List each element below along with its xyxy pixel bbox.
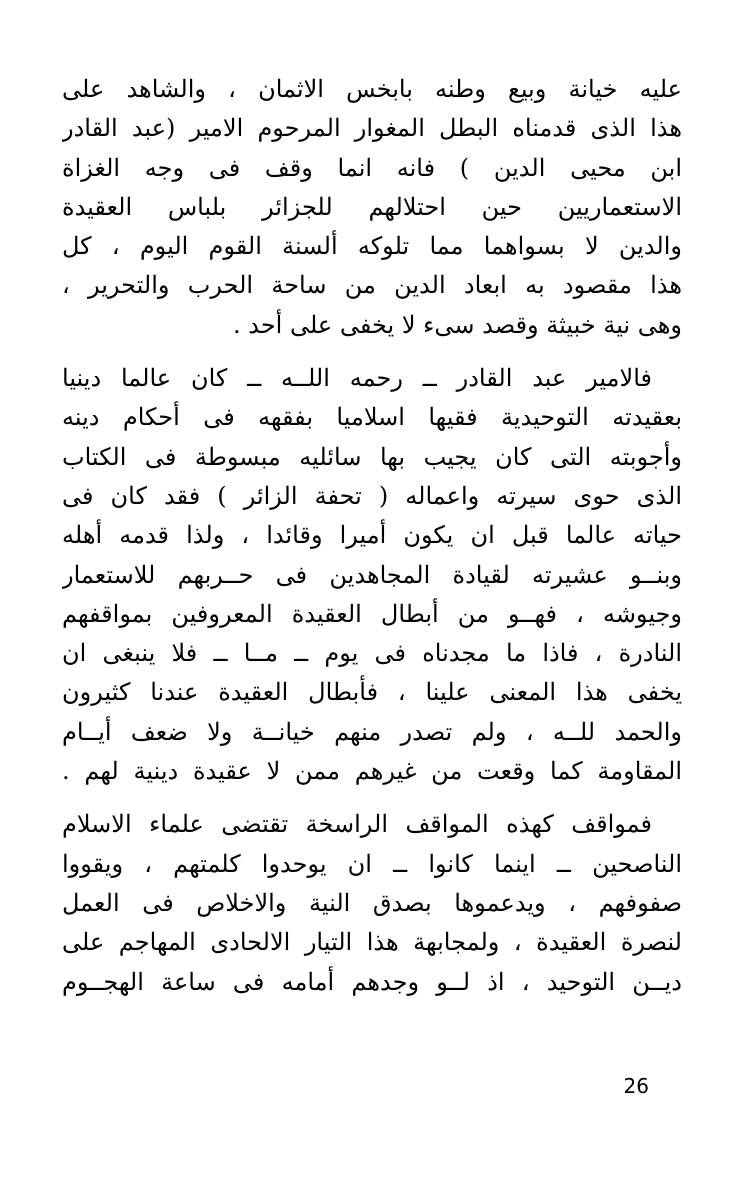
- text-line: المقاومة كما وقعت من غيرهم ممن لا عقيدة دينية لهم .: [62, 757, 682, 786]
- text-line: بعقيدته التوحيدية فقيها اسلاميا بفقهه فى أحكام دينه: [62, 403, 682, 432]
- text-line: الاستعماريين حين احتلالهم للجزائر بلباس العقيدة: [62, 192, 682, 221]
- text-line: هذا مقصود به ابعاد الدين من ساحة الحرب والتحرير ،: [62, 271, 682, 300]
- page-body: [62, 70, 682, 1002]
- text-line: وجيوشه ، فهــو من أبطال العقيدة المعروفين بمواقفهم: [62, 599, 682, 628]
- page-number: 26: [623, 1074, 649, 1098]
- text-line: لنصرة العقيدة ، ولمجابهة هذا التيار الالحادى المهاجم على: [62, 928, 682, 957]
- text-line: وهى نية خبيثة وقصد سىء لا يخفى على أحد .: [232, 310, 682, 339]
- text-line: الناصحين ــ اينما كانوا ــ ان يوحدوا كلمتهم ، ويقووا: [62, 849, 682, 878]
- text-line: وبنــو عشيرته لقيادة المجاهدين فى حــربهم للاستعمار: [62, 560, 682, 589]
- text-line: فمواقف كهذه المواقف الراسخة تقتضى علماء الاسلام: [62, 810, 652, 839]
- text-line: الذى حوى سيرته واعماله ( تحفة الزائر ) فقد كان فى: [62, 481, 682, 510]
- paragraph-3: [62, 805, 682, 1001]
- text-line: حياته عالما قبل ان يكون أميرا وقائدا ، ولذا قدمه أهله: [62, 521, 682, 550]
- text-line: عليه خيانة وبيع وطنه بابخس الاثمان ، والشاهد على: [62, 75, 682, 103]
- text-line: والدين لا بسواهما مما تلوكه ألسنة القوم اليوم ، كل: [62, 232, 682, 261]
- text-line: فالامير عبد القادر ــ رحمه اللــه ــ كان عالما دينيا: [62, 364, 652, 393]
- text-line: يخفى هذا المعنى علينا ، فأبطال العقيدة عندنا كثيرون: [62, 678, 682, 707]
- text-line: وأجوبته التى كان يجيب بها سائليه مبسوطة فى الكتاب: [62, 442, 682, 471]
- text-line: والحمد للــه ، ولم تصدر منهم خيانــة ولا ضعف أيــام: [62, 717, 682, 746]
- paragraph-2: [62, 359, 682, 791]
- text-line: ديــن التوحيد ، اذ لــو وجدهم أمامه فى ساعة الهجــوم: [62, 967, 682, 996]
- paragraph-1: [62, 70, 682, 345]
- text-line: صفوفهم ، ويدعموها بصدق النية والاخلاص فى العمل: [62, 888, 682, 917]
- text-line: النادرة ، فاذا ما مجدناه فى يوم ــ مــا ــ فلا ينبغى ان: [62, 639, 682, 668]
- text-line: هذا الذى قدمناه البطل المغوار المرحوم الامير (عبد القادر: [62, 114, 682, 143]
- text-line: ابن محيى الدين ) فانه انما وقف فى وجه الغزاة: [62, 153, 682, 182]
